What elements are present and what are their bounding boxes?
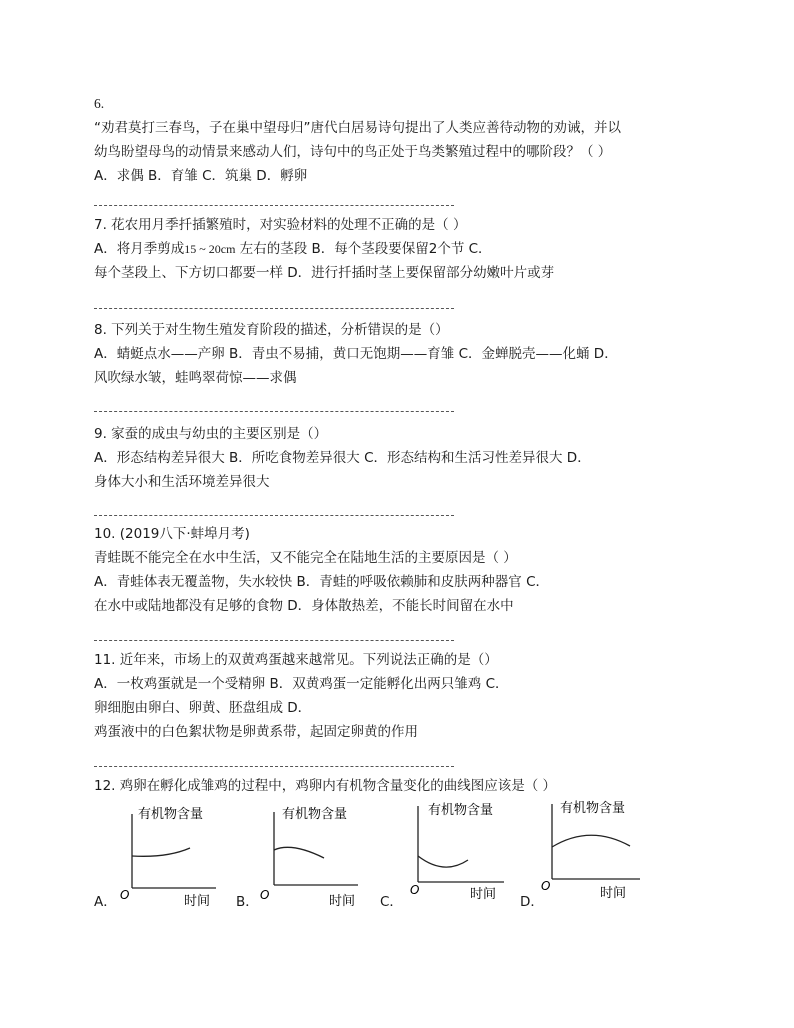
graph-option-c bbox=[398, 798, 510, 913]
separator bbox=[94, 308, 454, 309]
question-text: 7. 花农用月季扦插繁殖时，对实验材料的处理不正确的是（ ） bbox=[94, 217, 467, 233]
origin-label: O bbox=[260, 888, 270, 902]
question-text: 12. 鸡卵在孵化成雏鸡的过程中，鸡卵内有机物含量变化的曲线图应该是（ ） bbox=[94, 778, 557, 794]
x-axis-label: 时间 bbox=[470, 887, 497, 902]
y-axis-label: 有机物含量 bbox=[138, 807, 204, 822]
question-9 bbox=[94, 422, 714, 494]
answer-options bbox=[94, 237, 714, 261]
question-text: 青蛙既不能完全在水中生活，又不能完全在陆地生活的主要原因是（ ） bbox=[94, 550, 517, 566]
separator bbox=[94, 640, 454, 641]
question-7 bbox=[94, 213, 714, 285]
separator bbox=[94, 411, 454, 412]
origin-label: O bbox=[410, 883, 420, 897]
option-a-label: A． bbox=[94, 894, 117, 910]
answer-options: 身体大小和生活环境差异很大 bbox=[94, 474, 270, 490]
answer-options: A．一枚鸡蛋就是一个受精卵 B．双黄鸡蛋一定能孵化出两只雏鸡 C． bbox=[94, 676, 509, 692]
answer-options: 每个茎段上、下方切口都要一样 D．进行扦插时茎上要保留部分幼嫩叶片或芽 bbox=[94, 265, 555, 281]
question-text: “劝君莫打三春鸟，子在巢中望母归”唐代白居易诗句提出了人类应善待动物的劝诫，并以 bbox=[94, 120, 621, 136]
question-text: 幼鸟盼望母鸟的动情景来感动人们，诗句中的鸟正处于鸟类繁殖过程中的哪阶段？（ ） bbox=[94, 144, 612, 160]
question-text: 11. 近年来，市场上的双黄鸡蛋越来越常见。下列说法正确的是（） bbox=[94, 652, 498, 668]
question-text: 9. 家蚕的成虫与幼虫的主要区别是（） bbox=[94, 426, 328, 442]
answer-options: A．求偶 B．育雏 C．筑巢 D．孵卵 bbox=[94, 168, 308, 184]
question-11 bbox=[94, 648, 714, 744]
y-axis-label: 有机物含量 bbox=[282, 807, 348, 822]
separator bbox=[94, 766, 454, 767]
curve-graph-d bbox=[538, 794, 650, 909]
x-axis-label: 时间 bbox=[184, 894, 211, 909]
length-range: 15 ~ 20cm bbox=[184, 242, 236, 256]
data-curve bbox=[132, 848, 190, 856]
answer-options: 风吹绿水皱，蛙鸣翠荷惊——求偶 bbox=[94, 370, 297, 386]
option-text: A．将月季剪成 bbox=[94, 241, 185, 257]
answer-options: 在水中或陆地都没有足够的食物 D．身体散热差，不能长时间留在水中 bbox=[94, 598, 514, 614]
y-axis-label: 有机物含量 bbox=[428, 803, 494, 818]
question-number: 6. bbox=[94, 96, 105, 111]
curve-graph-b bbox=[254, 798, 364, 913]
option-c-label: C． bbox=[380, 894, 403, 910]
origin-label: O bbox=[541, 879, 551, 893]
answer-options: A．蜻蜓点水——产卵 B．青虫不易捕，黄口无饱期——育雏 C．金蝉脱壳——化蛹 D． bbox=[94, 346, 618, 362]
option-b-label: B． bbox=[236, 894, 259, 910]
origin-label: O bbox=[120, 888, 130, 902]
curve-graph-c bbox=[398, 798, 510, 913]
separator bbox=[94, 515, 454, 516]
question-text: 8. 下列关于对生物生殖发育阶段的描述，分析错误的是（） bbox=[94, 322, 449, 338]
option-d-label: D． bbox=[520, 894, 544, 910]
question-10 bbox=[94, 522, 714, 618]
question-6 bbox=[94, 92, 714, 188]
separator bbox=[94, 205, 454, 206]
question-source: 10. (2019八下·蚌埠月考) bbox=[94, 526, 250, 542]
data-curve bbox=[552, 835, 630, 847]
option-text: 左右的茎段 B．每个茎段要保留2个节 C． bbox=[235, 241, 492, 257]
answer-options: 鸡蛋液中的白色絮状物是卵黄系带，起固定卵黄的作用 bbox=[94, 724, 418, 740]
answer-options: A．形态结构差异很大 B．所吃食物差异很大 C．形态结构和生活习性差异很大 D． bbox=[94, 450, 591, 466]
answer-options: A．青蛙体表无覆盖物，失水较快 B．青蛙的呼吸依赖肺和皮肤两种器官 C． bbox=[94, 574, 550, 590]
x-axis-label: 时间 bbox=[329, 894, 356, 909]
curve-graph-a bbox=[112, 798, 222, 913]
graph-option-d bbox=[538, 794, 650, 909]
data-curve bbox=[274, 847, 324, 858]
graph-option-a bbox=[112, 798, 222, 913]
data-curve bbox=[418, 856, 468, 867]
y-axis-label: 有机物含量 bbox=[560, 801, 626, 816]
answer-options: 卵细胞由卵白、卵黄、胚盘组成 D． bbox=[94, 700, 312, 716]
x-axis-label: 时间 bbox=[600, 886, 627, 901]
graph-option-b bbox=[254, 798, 364, 913]
question-8 bbox=[94, 318, 714, 390]
